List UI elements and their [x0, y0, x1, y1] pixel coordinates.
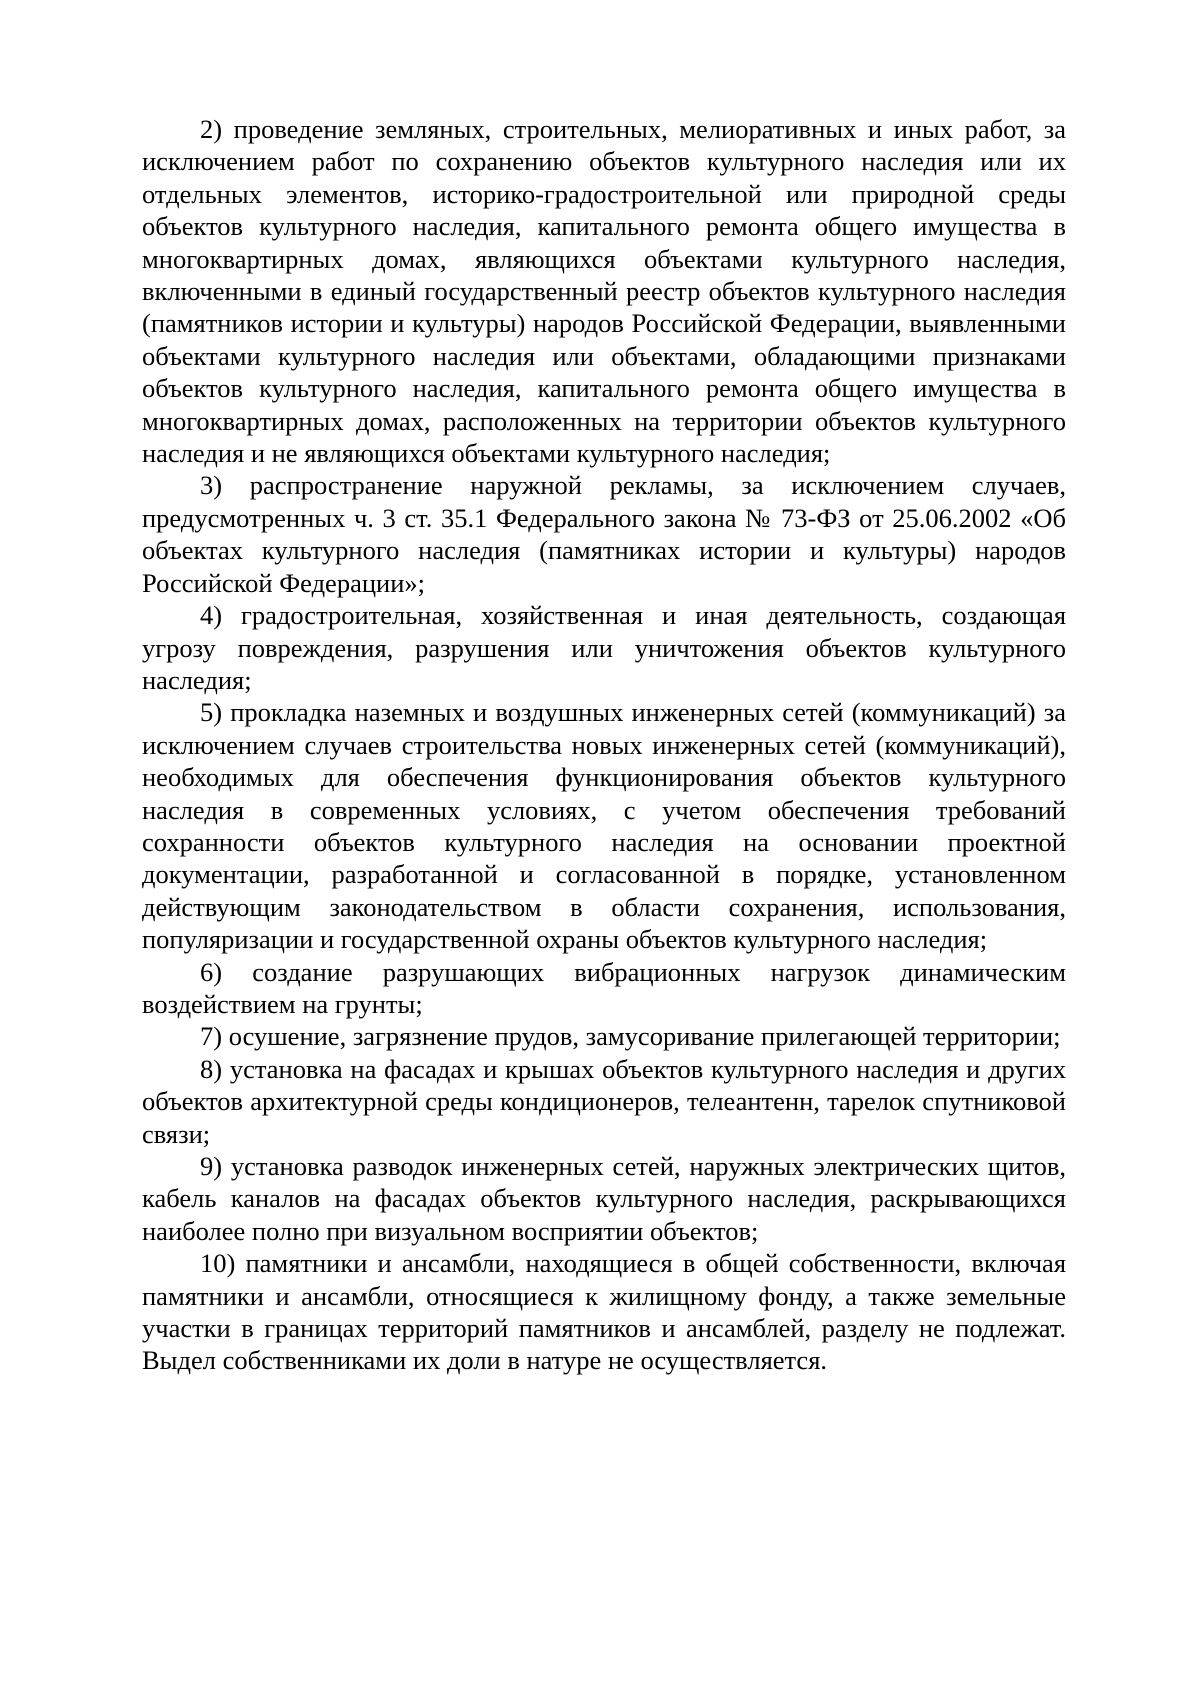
item-number: 2) — [200, 114, 223, 144]
item-number: 5) — [200, 697, 223, 728]
item-number: 9) — [200, 1151, 223, 1181]
item-number: 8) — [200, 1053, 223, 1084]
list-item-4 — [142, 599, 1066, 696]
item-text: осушение, загрязнение прудов, замусоривание прилегающей территории; — [228, 1021, 1061, 1052]
list-item-10 — [142, 1247, 1066, 1377]
item-text: создание разрушающих вибрационных нагрузок динамическим воздействием на грунты; — [142, 956, 1066, 1019]
item-number: 4) — [200, 600, 223, 631]
list-item-3 — [142, 469, 1066, 599]
item-number: 6) — [200, 956, 223, 987]
item-text: установка разводок инженерных сетей, наружных электрических щитов, кабель каналов на фасадах объектов культурного наследия, раскрывающихся наиболее полно при визуальном восприятии объектов; — [142, 1151, 1066, 1246]
item-number: 3) — [200, 470, 223, 501]
item-text: памятники и ансамбли, находящиеся в общей собственности, включая памятники и ансамбли, относящиеся к жилищному фонду, а также земельные участки в границах территорий памятников и ансамблей, разделу не подлежат. Выдел собственниками их доли в натуре не осуществляется. — [142, 1248, 1067, 1376]
item-number: 10) — [200, 1248, 236, 1279]
list-item-5 — [142, 696, 1066, 955]
item-text: установка на фасадах и крышах объектов культурного наследия и других объектов архитектурной среды кондиционеров, телеантенн, тарелок спутниковой связи; — [142, 1053, 1067, 1149]
item-number: 7) — [200, 1021, 223, 1052]
list-item-6 — [142, 956, 1066, 1021]
item-text: распространение наружной рекламы, за исключением случаев, предусмотренных ч. 3 ст. 35.1 Федерального закона № 73-ФЗ от 25.06.2002 «Об объектах культурного наследия (памятниках истории и культуры) народов Российской Федерации»; — [142, 470, 1067, 598]
item-text: прокладка наземных и воздушных инженерных сетей (коммуникаций) за исключением случаев строительства новых инженерных сетей (коммуникаций), необходимых для обеспечения функционирования объектов культурного наследия в современных условиях, с учетом обеспечения требований сохранности объектов культурного наследия на основании проектной документации, разработанной и согласованной в порядке, установленном действующим законодательством в области сохранения, использования, популяризации и государственной охраны объектов культурного наследия; — [142, 697, 1066, 955]
list-item-7 — [142, 1020, 1066, 1052]
list-item-9 — [142, 1150, 1066, 1247]
list-item-8 — [142, 1053, 1066, 1150]
item-text: проведение земляных, строительных, мелиоративных и иных работ, за исключением работ по сохранению объектов культурного наследия или их отдельных элементов, историко-градостроительной или природной среды объектов культурного наследия, капитального ремонта общего имущества в многоквартирных домах, являющихся объектами культурного наследия, включенными в единый государственный реестр объектов культурного наследия (памятников истории и культуры) народов Российской Федерации, выявленными объектами культурного наследия или объектами, обладающими признаками объектов культурного наследия, капитального ремонта общего имущества в многоквартирных домах, расположенных на территории объектов культурного наследия и не являющихся объектами культурного наследия; — [142, 114, 1066, 469]
item-text: градостроительная, хозяйственная и иная деятельность, создающая угрозу повреждения, разрушения или уничтожения объектов культурного наследия; — [142, 600, 1067, 695]
document-body — [142, 113, 1066, 1377]
list-item-2 — [142, 113, 1066, 469]
